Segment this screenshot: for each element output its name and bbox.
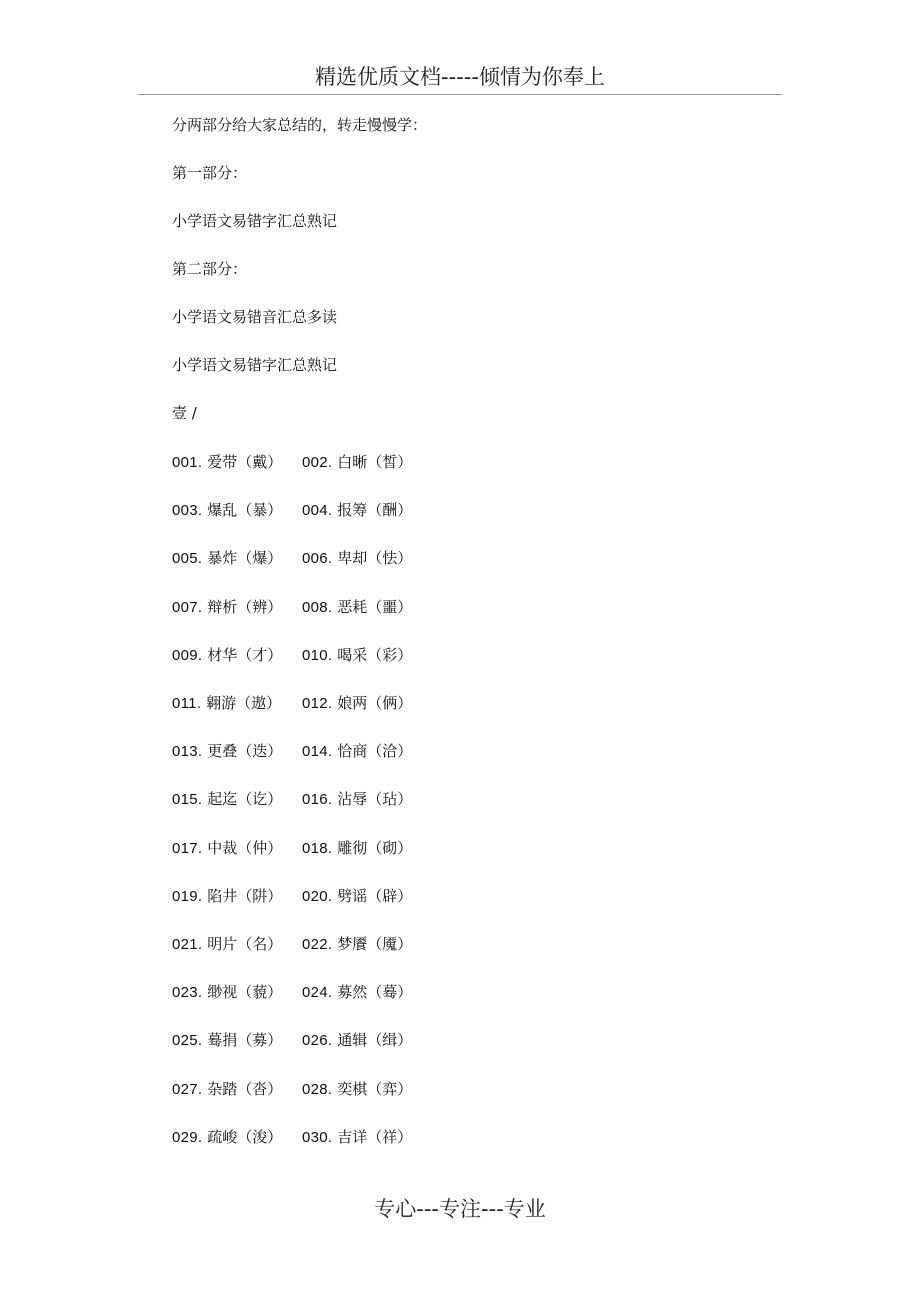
entry-word: 更叠（迭） <box>207 742 283 760</box>
entry-number: 017. <box>172 840 203 857</box>
entry-number: 006. <box>302 550 333 567</box>
entry-number: 028. <box>302 1081 333 1098</box>
entry-word: 疏峻（浚） <box>207 1128 283 1146</box>
word-entry <box>302 933 412 956</box>
entry-word: 辩析（辨） <box>207 598 283 616</box>
list-marker: 壹 / <box>172 404 197 422</box>
entry-number: 019. <box>172 888 203 905</box>
word-entry <box>302 740 412 763</box>
word-entry <box>302 837 412 860</box>
word-entry <box>172 451 282 474</box>
word-entry <box>172 1078 282 1101</box>
entry-word: 沾辱（玷） <box>337 790 413 808</box>
entry-word: 材华（才） <box>207 646 283 664</box>
entry-number: 030. <box>302 1129 333 1146</box>
list-heading: 小学语文易错字汇总熟记 <box>172 356 338 374</box>
entry-number: 014. <box>302 743 333 760</box>
entry-number: 013. <box>172 743 203 760</box>
word-entry <box>172 933 282 956</box>
entry-word: 中裁（仲） <box>207 839 283 857</box>
entry-word: 通辑（缉） <box>337 1031 413 1049</box>
word-entry <box>172 547 282 570</box>
entry-number: 016. <box>302 791 333 808</box>
entry-word: 陷井（阱） <box>207 887 283 905</box>
entry-number: 003. <box>172 502 203 519</box>
entry-number: 015. <box>172 791 203 808</box>
word-entry <box>172 596 282 619</box>
word-entry <box>172 1029 282 1052</box>
entry-word: 爱带（戴） <box>207 453 283 471</box>
word-entry <box>172 644 282 667</box>
entry-number: 024. <box>302 984 333 1001</box>
entry-word: 暴炸（爆） <box>207 549 283 567</box>
word-entry <box>172 788 282 811</box>
word-entry <box>172 981 282 1004</box>
entry-word: 翱游（遨） <box>206 694 282 712</box>
entry-word: 爆乱（暴） <box>207 501 283 519</box>
word-entry <box>302 1029 412 1052</box>
entry-word: 缈视（藐） <box>207 983 283 1001</box>
word-entry <box>302 451 412 474</box>
entry-number: 029. <box>172 1129 203 1146</box>
section-label: 第一部分： <box>172 164 248 182</box>
word-entry <box>302 692 412 715</box>
entry-number: 026. <box>302 1032 333 1049</box>
entry-number: 025. <box>172 1032 203 1049</box>
word-entry <box>302 1126 412 1149</box>
section-title: 小学语文易错字汇总熟记 <box>172 212 338 230</box>
entry-word: 杂踏（沓） <box>207 1080 283 1098</box>
word-entry <box>172 837 282 860</box>
word-entry <box>302 885 412 908</box>
entry-word: 白晰（皙） <box>337 453 413 471</box>
word-entry <box>302 981 412 1004</box>
entry-word: 喝采（彩） <box>337 646 413 664</box>
intro-line: 分两部分给大家总结的，转走慢慢学： <box>172 116 428 134</box>
entry-word: 起迄（讫） <box>207 790 283 808</box>
entry-number: 022. <box>302 936 333 953</box>
entry-number: 010. <box>302 647 333 664</box>
entry-number: 007. <box>172 599 203 616</box>
word-entry <box>302 788 412 811</box>
word-entry <box>172 1126 282 1149</box>
entry-word: 雕彻（砌） <box>337 839 413 857</box>
section-label: 第二部分： <box>172 260 248 278</box>
word-entry <box>302 547 412 570</box>
entry-number: 021. <box>172 936 203 953</box>
word-entry <box>302 1078 412 1101</box>
entry-word: 梦餍（魇） <box>337 935 413 953</box>
word-entry <box>302 644 412 667</box>
entry-word: 吉详（祥） <box>337 1128 413 1146</box>
entry-word: 蓦捐（募） <box>207 1031 283 1049</box>
word-entry <box>172 885 282 908</box>
word-entry <box>302 596 412 619</box>
entry-number: 004. <box>302 502 333 519</box>
section-title: 小学语文易错音汇总多读 <box>172 308 338 326</box>
entry-word: 娘两（俩） <box>337 694 413 712</box>
entry-number: 012. <box>302 695 333 712</box>
entry-number: 001. <box>172 454 203 471</box>
entry-number: 005. <box>172 550 203 567</box>
page-header: 精选优质文档-----倾情为你奉上 <box>315 65 605 89</box>
word-entry <box>302 499 412 522</box>
entry-number: 027. <box>172 1081 203 1098</box>
word-entry <box>172 499 282 522</box>
header-divider <box>138 94 782 95</box>
entry-number: 018. <box>302 840 333 857</box>
entry-number: 020. <box>302 888 333 905</box>
entry-number: 009. <box>172 647 203 664</box>
entry-number: 011. <box>172 695 202 712</box>
entry-word: 奕棋（弈） <box>337 1080 413 1098</box>
entry-word: 恰商（洽） <box>337 742 413 760</box>
word-entry <box>172 692 281 715</box>
entry-number: 008. <box>302 599 333 616</box>
entry-word: 明片（名） <box>207 935 283 953</box>
page-footer: 专心---专注---专业 <box>374 1197 546 1221</box>
entry-word: 卑却（怯） <box>337 549 413 567</box>
entry-word: 募然（蓦） <box>337 983 413 1001</box>
word-entry <box>172 740 282 763</box>
entry-word: 报筹（酬） <box>337 501 413 519</box>
entry-number: 002. <box>302 454 333 471</box>
entry-word: 劈谣（辟） <box>337 887 413 905</box>
entry-word: 恶耗（噩） <box>337 598 413 616</box>
entry-number: 023. <box>172 984 203 1001</box>
